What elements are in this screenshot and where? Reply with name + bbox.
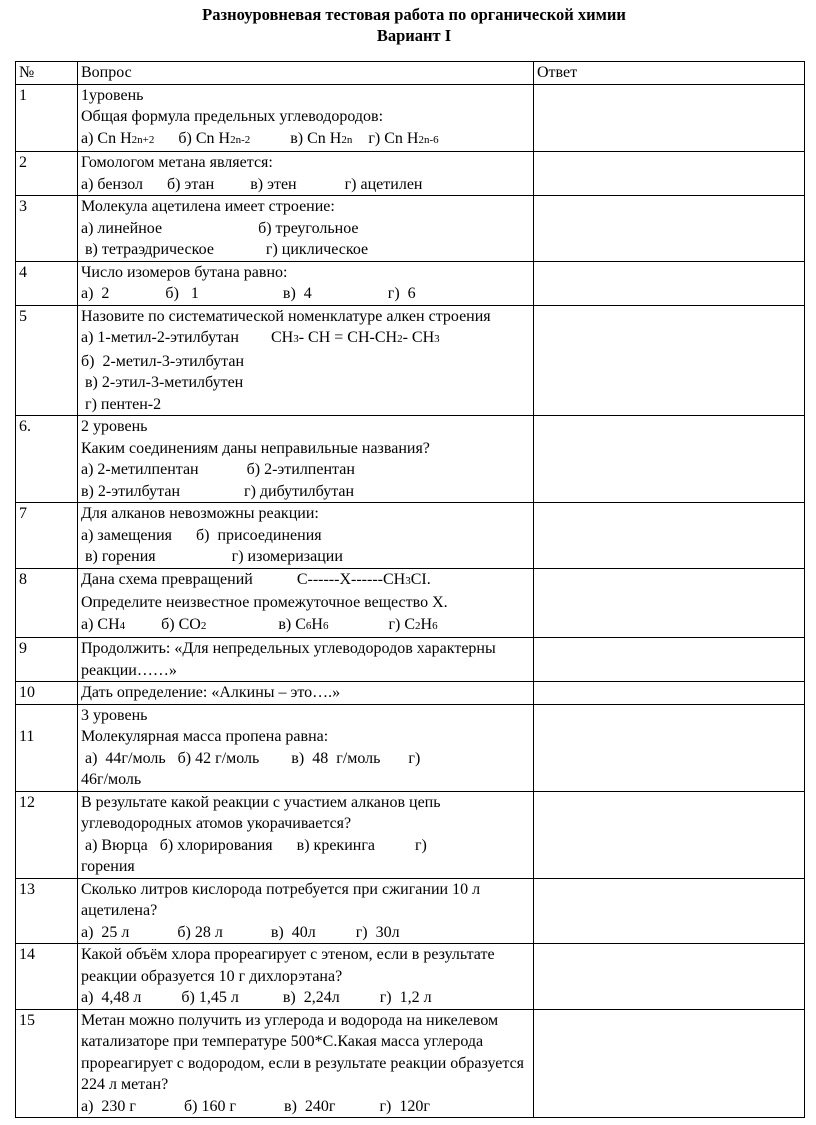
structural-formula: CH3- CH = CH-CH2- CH3 xyxy=(270,329,440,346)
table-row xyxy=(16,704,805,791)
answer-options: 46г/моль xyxy=(81,771,142,788)
question-number: 8 xyxy=(16,568,78,638)
question-number: 13 xyxy=(16,878,78,944)
header-number: № xyxy=(16,62,78,85)
variant-title: Вариант I xyxy=(376,26,452,45)
question-number: 11 xyxy=(16,704,78,791)
question-number: 14 xyxy=(16,944,78,1010)
transformation-scheme: Дана схема превращений C------X------CH3CI. xyxy=(81,570,431,588)
question-text: Каким соединениям даны неправильные названия? xyxy=(81,439,430,457)
answer-cell[interactable] xyxy=(534,682,805,705)
document-title: Разноуровневая тестовая работа по органической химии xyxy=(202,5,626,24)
question-text: В результате какой реакции с участием алканов цепь углеводородных атомов укорачивается? xyxy=(81,793,441,832)
question-cell xyxy=(78,878,534,944)
question-text: Дать определение: «Алкины – это….» xyxy=(81,684,341,701)
level-label: 3 уровень xyxy=(81,706,148,724)
answer-options: в) 2-этилбутан г) дибутилбутан xyxy=(81,482,355,500)
question-number: 1 xyxy=(16,84,78,152)
question-cell xyxy=(78,305,534,416)
question-cell xyxy=(78,503,534,569)
table-row xyxy=(16,261,805,305)
question-text: Продолжить: «Для непредельных углеводородов характерны реакции……» xyxy=(81,640,496,679)
question-number: 2 xyxy=(16,152,78,196)
answer-cell[interactable] xyxy=(534,638,805,682)
question-cell xyxy=(78,944,534,1010)
table-row xyxy=(16,682,805,705)
question-number: 6. xyxy=(16,416,78,503)
table-row xyxy=(16,503,805,569)
question-number: 9 xyxy=(16,638,78,682)
question-cell xyxy=(78,152,534,196)
answer-cell[interactable] xyxy=(534,416,805,503)
level-label: 1уровень xyxy=(81,86,144,104)
table-row xyxy=(16,152,805,196)
question-number: 4 xyxy=(16,261,78,305)
answer-options: в) горения г) изомеризации xyxy=(81,548,343,565)
table-row xyxy=(16,944,805,1010)
answer-cell[interactable] xyxy=(534,1009,805,1118)
table-header-row xyxy=(16,62,805,85)
answer-cell[interactable] xyxy=(534,84,805,152)
table-row xyxy=(16,196,805,262)
question-text: Молекула ацетилена имеет строение: xyxy=(81,198,335,215)
answer-cell[interactable] xyxy=(534,503,805,569)
question-cell xyxy=(78,84,534,152)
question-text: Для алканов невозможны реакции: xyxy=(81,505,319,522)
question-number: 7 xyxy=(16,503,78,569)
answer-options: а) 2-метилпентан б) 2-этилпентан xyxy=(81,461,355,478)
answer-options: а) 44г/моль б) 42 г/моль в) 48 г/моль г) xyxy=(81,749,421,767)
question-cell xyxy=(78,568,534,638)
answer-cell[interactable] xyxy=(534,196,805,262)
answer-options: в) тетраэдрическое г) циклическое xyxy=(81,241,369,258)
header-answer: Ответ xyxy=(534,62,805,85)
question-cell xyxy=(78,791,534,878)
question-number: 15 xyxy=(16,1009,78,1118)
answer-cell[interactable] xyxy=(534,791,805,878)
question-cell xyxy=(78,682,534,705)
question-cell xyxy=(78,196,534,262)
question-number: 12 xyxy=(16,791,78,878)
level-label: 2 уровень xyxy=(81,418,148,435)
table-row xyxy=(16,416,805,503)
answer-options: а) линейное б) треугольное xyxy=(81,219,359,237)
table-row xyxy=(16,1009,805,1118)
answer-options: а) 2 б) 1 в) 4 г) 6 xyxy=(81,285,416,302)
question-cell xyxy=(78,638,534,682)
question-text: Определите неизвестное промежуточное вещество X. xyxy=(81,594,448,611)
question-text: Какой объём хлора прореагирует с этеном, если в результате реакции образуется 10 г дихлорэтана? xyxy=(81,946,495,985)
answer-cell[interactable] xyxy=(534,944,805,1010)
answer-options: а) 230 г б) 160 г в) 240г г) 120г xyxy=(81,1097,430,1115)
answer-options: а) 4,48 л б) 1,45 л в) 2,24л г) 1,2 л xyxy=(81,989,432,1006)
table-row xyxy=(16,84,805,152)
question-text: Число изомеров бутана равно: xyxy=(81,263,288,281)
question-text: Сколько литров кислорода потребуется при сжигании 10 л ацетилена? xyxy=(81,880,481,919)
table-row xyxy=(16,305,805,416)
question-text: Назовите по систематической номенклатуре алкен строения xyxy=(81,307,491,325)
question-text: Молекулярная масса пропена равна: xyxy=(81,728,329,745)
answer-options: а) Вюрца б) хлорирования в) крекинга г) xyxy=(81,836,427,854)
header-question: Вопрос xyxy=(78,62,534,85)
table-row xyxy=(16,638,805,682)
answer-options: а) 1-метил-2-этилбутан CH3- CH = CH-CH2- CH3 xyxy=(81,329,440,346)
question-text: Гомологом метана является: xyxy=(81,154,273,171)
question-cell xyxy=(78,261,534,305)
answer-cell[interactable] xyxy=(534,261,805,305)
question-cell xyxy=(78,1009,534,1118)
question-number: 5 xyxy=(16,305,78,416)
answer-cell[interactable] xyxy=(534,704,805,791)
answer-options: а) CH4 б) CO2 в) C6H6 г) C2H6 xyxy=(81,615,438,633)
answer-cell[interactable] xyxy=(534,568,805,638)
answer-options: а) Cn H2n+2 б) Cn H2n-2 в) Cn H2n г) Cn H2n-6 xyxy=(81,129,439,147)
table-row xyxy=(16,568,805,638)
question-number: 3 xyxy=(16,196,78,262)
question-text: Общая формула предельных углеводородов: xyxy=(81,108,384,125)
answer-options: а) 25 л б) 28 л в) 40л г) 30л xyxy=(81,923,400,941)
table-row xyxy=(16,878,805,944)
answer-cell[interactable] xyxy=(534,878,805,944)
answer-options: горения xyxy=(81,858,135,875)
table-row xyxy=(16,791,805,878)
question-cell xyxy=(78,416,534,503)
question-cell xyxy=(78,704,534,791)
answer-options: а) замещения б) присоединения xyxy=(81,526,322,544)
answer-cell[interactable] xyxy=(534,305,805,416)
answer-options: а) бензол б) этан в) этен г) ацетилен xyxy=(81,175,423,193)
answer-cell[interactable] xyxy=(534,152,805,196)
question-number: 10 xyxy=(16,682,78,705)
answer-options: в) 2-этил-3-метилбутен xyxy=(81,374,244,391)
answer-options: г) пентен-2 xyxy=(81,395,162,413)
question-text: Метан можно получить из углерода и водорода на никелевом катализаторе при температуре 500*С.Какая масса углерода прореагирует с водородом, если в результате реакции образуется 224 л метан? xyxy=(81,1011,525,1093)
questions-table xyxy=(15,61,805,1118)
answer-options: б) 2-метил-3-этилбутан xyxy=(81,352,245,370)
